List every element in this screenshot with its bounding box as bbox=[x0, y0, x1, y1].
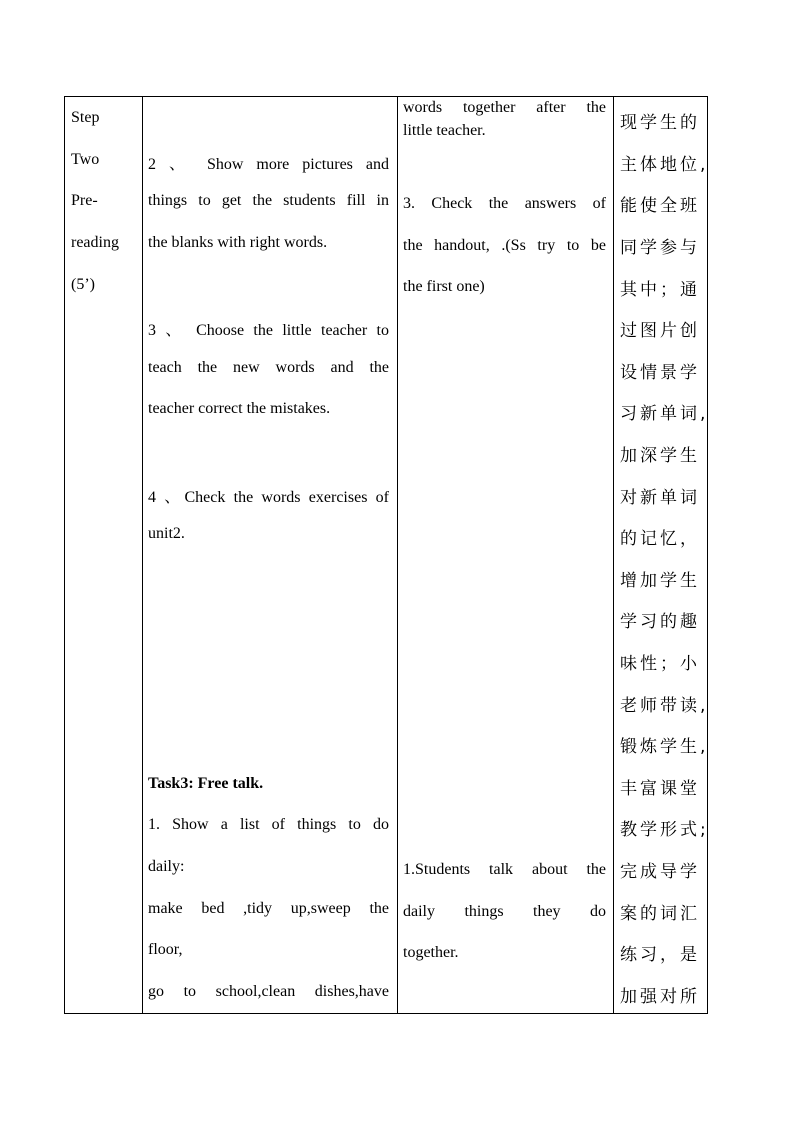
activity-line: unit2. bbox=[148, 525, 185, 542]
design-intent-column bbox=[613, 97, 709, 1013]
activity-line: things to get the students fill in bbox=[148, 192, 389, 209]
intent-line: 增加学生 bbox=[620, 571, 700, 591]
student-line: the handout, .(Ss try to be bbox=[403, 237, 606, 254]
student-line: 1.Students talk about the bbox=[403, 861, 606, 878]
student-line: together. bbox=[403, 944, 459, 961]
intent-line: 的记忆， bbox=[620, 529, 700, 549]
intent-line: 习新单词, bbox=[620, 404, 709, 424]
intent-line: 丰富课堂 bbox=[620, 779, 700, 799]
intent-line: 对新单词 bbox=[620, 488, 700, 508]
intent-line: 完成导学 bbox=[620, 862, 700, 882]
intent-line: 现学生的 bbox=[620, 113, 700, 133]
step-label: Pre- bbox=[71, 192, 98, 209]
intent-line: 学习的趣 bbox=[620, 612, 700, 632]
step-label: Step bbox=[71, 109, 100, 126]
step-label: Two bbox=[71, 151, 100, 168]
intent-line: 设情景学 bbox=[620, 363, 700, 383]
intent-line: 主体地位, bbox=[620, 155, 709, 175]
activity-line: daily: bbox=[148, 858, 185, 875]
student-line: 3. Check the answers of bbox=[403, 195, 606, 212]
intent-line: 老师带读, bbox=[620, 696, 709, 716]
activity-line: 1. Show a list of things to do bbox=[148, 816, 389, 833]
intent-line: 练习，是 bbox=[620, 945, 700, 965]
activity-line: the blanks with right words. bbox=[148, 234, 328, 251]
student-line: daily things they do bbox=[403, 903, 606, 920]
intent-line: 加深学生 bbox=[620, 446, 700, 466]
student-line: the first one) bbox=[403, 278, 485, 295]
step-column bbox=[65, 97, 142, 1013]
activity-line: 2 、 Show more pictures and bbox=[148, 156, 389, 173]
student-line: words together after the bbox=[403, 99, 606, 116]
step-label: (5’) bbox=[71, 276, 95, 293]
intent-line: 锻炼学生, bbox=[620, 737, 709, 757]
activity-line: 3 、 Choose the little teacher to bbox=[148, 322, 389, 339]
intent-line: 能使全班 bbox=[620, 196, 700, 216]
activity-line: 4 、Check the words exercises of bbox=[148, 489, 389, 506]
intent-line: 过图片创 bbox=[620, 321, 700, 341]
intent-line: 其中；通 bbox=[620, 280, 700, 300]
lesson-plan-table bbox=[64, 96, 708, 1014]
intent-line: 同学参与 bbox=[620, 238, 700, 258]
activity-line: floor, bbox=[148, 941, 183, 958]
intent-line: 教学形式; bbox=[620, 820, 709, 840]
teacher-activity-column bbox=[142, 97, 397, 1013]
activity-line: teach the new words and the bbox=[148, 359, 389, 376]
intent-line: 味性；小 bbox=[620, 654, 700, 674]
step-label: reading bbox=[71, 234, 119, 251]
activity-line: go to school,clean dishes,have bbox=[148, 983, 389, 1000]
activity-line: make bed ,tidy up,sweep the bbox=[148, 900, 389, 917]
student-line: little teacher. bbox=[403, 122, 486, 139]
activity-line: teacher correct the mistakes. bbox=[148, 400, 331, 417]
task3-title: Task3: Free talk. bbox=[148, 775, 264, 792]
intent-line: 案的词汇 bbox=[620, 904, 700, 924]
student-activity-column bbox=[397, 97, 613, 1013]
intent-line: 加强对所 bbox=[620, 987, 700, 1007]
